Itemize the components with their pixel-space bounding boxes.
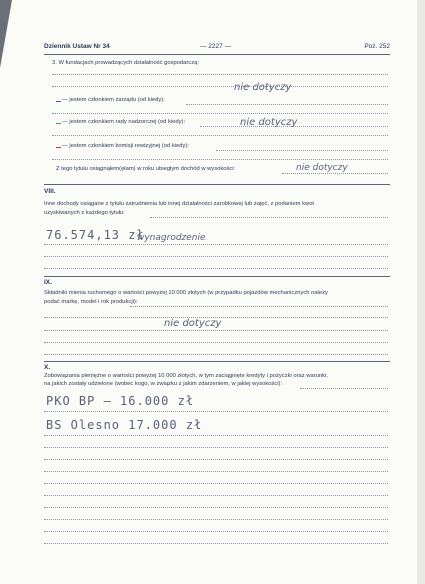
dotted-line xyxy=(44,268,388,269)
income-label: Z tego tytułu osiągnąłem(ęłam) w roku ubiegłym dochód w wysokości: xyxy=(56,166,236,172)
dotted-line xyxy=(186,104,388,105)
dotted-line xyxy=(44,519,388,520)
dotted-line xyxy=(44,256,388,257)
dotted-line xyxy=(44,342,388,343)
dotted-line xyxy=(44,411,388,412)
dash-marker xyxy=(56,101,61,102)
dotted-line xyxy=(44,459,388,460)
section-x-text-2: na jakich zostały udzielone (wobec kogo, w związku z jakim zdarzeniem, w jakiej wysokości): xyxy=(44,381,283,387)
handwritten-answer-ix: nie dotyczy xyxy=(164,318,222,329)
handwritten-answer-board: nie dotyczy xyxy=(234,82,292,93)
role-audit-label: — jestem członkiem komisji rewizyjnej (od kiedy): xyxy=(62,143,189,149)
section-ix-title: IX. xyxy=(44,279,52,286)
position-number: Poz. 252 xyxy=(364,43,390,50)
dotted-line xyxy=(44,330,388,331)
section-x-text-1: Zobowiązania pieniężne o wartości powyżej 10 000 złotych, w tym zaciągnięte kredyty i pożyczki oraz warunki, xyxy=(44,373,328,379)
dotted-line xyxy=(130,306,388,307)
dash-marker xyxy=(56,123,61,124)
dotted-line xyxy=(52,86,388,87)
section-rule xyxy=(44,361,390,362)
dotted-line xyxy=(216,150,388,151)
dotted-line xyxy=(44,495,388,496)
dotted-line xyxy=(52,74,388,75)
dotted-line xyxy=(300,388,388,389)
page-number: — 2227 — xyxy=(200,43,232,50)
journal-title: Dziennik Ustaw Nr 34 xyxy=(44,43,110,50)
dotted-line xyxy=(52,113,388,114)
folded-corner xyxy=(0,0,12,68)
handwritten-answer-income: nie dotyczy xyxy=(296,163,348,173)
dotted-line xyxy=(44,435,388,436)
page-edge xyxy=(417,0,425,584)
dotted-line xyxy=(44,483,388,484)
role-supervisory-label: — jestem członkiem rady nadzorczej (od kiedy): xyxy=(62,119,186,125)
handwritten-liability-1: PKO BP — 16.000 zł xyxy=(46,394,195,408)
dotted-line xyxy=(44,471,388,472)
dotted-line xyxy=(52,159,388,160)
dotted-line xyxy=(44,244,388,245)
handwritten-note: wynagrodzenie xyxy=(137,233,206,243)
section-x-title: X. xyxy=(44,364,51,371)
dash-marker xyxy=(56,147,61,148)
role-board-label: — jestem członkiem zarządu (od kiedy): xyxy=(62,97,165,103)
item3-label: 3. W fundacjach prowadzących działalność gospodarczą: xyxy=(52,60,199,66)
dotted-line xyxy=(44,507,388,508)
section-viii-text-2: uzyskiwanych z każdego tytułu: xyxy=(44,210,125,216)
handwritten-answer-supervisory: nie dotyczy xyxy=(240,117,298,128)
section-rule xyxy=(44,276,390,277)
dotted-line xyxy=(44,447,388,448)
dotted-line xyxy=(44,531,388,532)
dotted-line xyxy=(150,217,388,218)
dotted-line xyxy=(52,135,388,136)
section-rule xyxy=(44,184,390,185)
section-ix-text-1: Składniki mienia ruchomego o wartości powyżej 10 000 złotych (w przypadku pojazdów mechanicznych należy xyxy=(44,290,328,296)
dotted-line xyxy=(282,173,388,174)
dotted-line xyxy=(44,354,388,355)
header-rule xyxy=(44,54,390,55)
section-ix-text-2: podać markę, model i rok produkcji): xyxy=(44,299,138,305)
section-viii-text-1: Inne dochody osiągane z tytułu zatrudnienia lub innej działalności zarobkowej lub zajęć, z podaniem kwot xyxy=(44,201,315,207)
section-viii-title: VIII. xyxy=(44,188,56,195)
dotted-line xyxy=(44,543,388,544)
handwritten-liability-2: BS Olesno 17.000 zł xyxy=(46,418,203,432)
handwritten-amount: 76.574,13 zł xyxy=(46,228,145,242)
